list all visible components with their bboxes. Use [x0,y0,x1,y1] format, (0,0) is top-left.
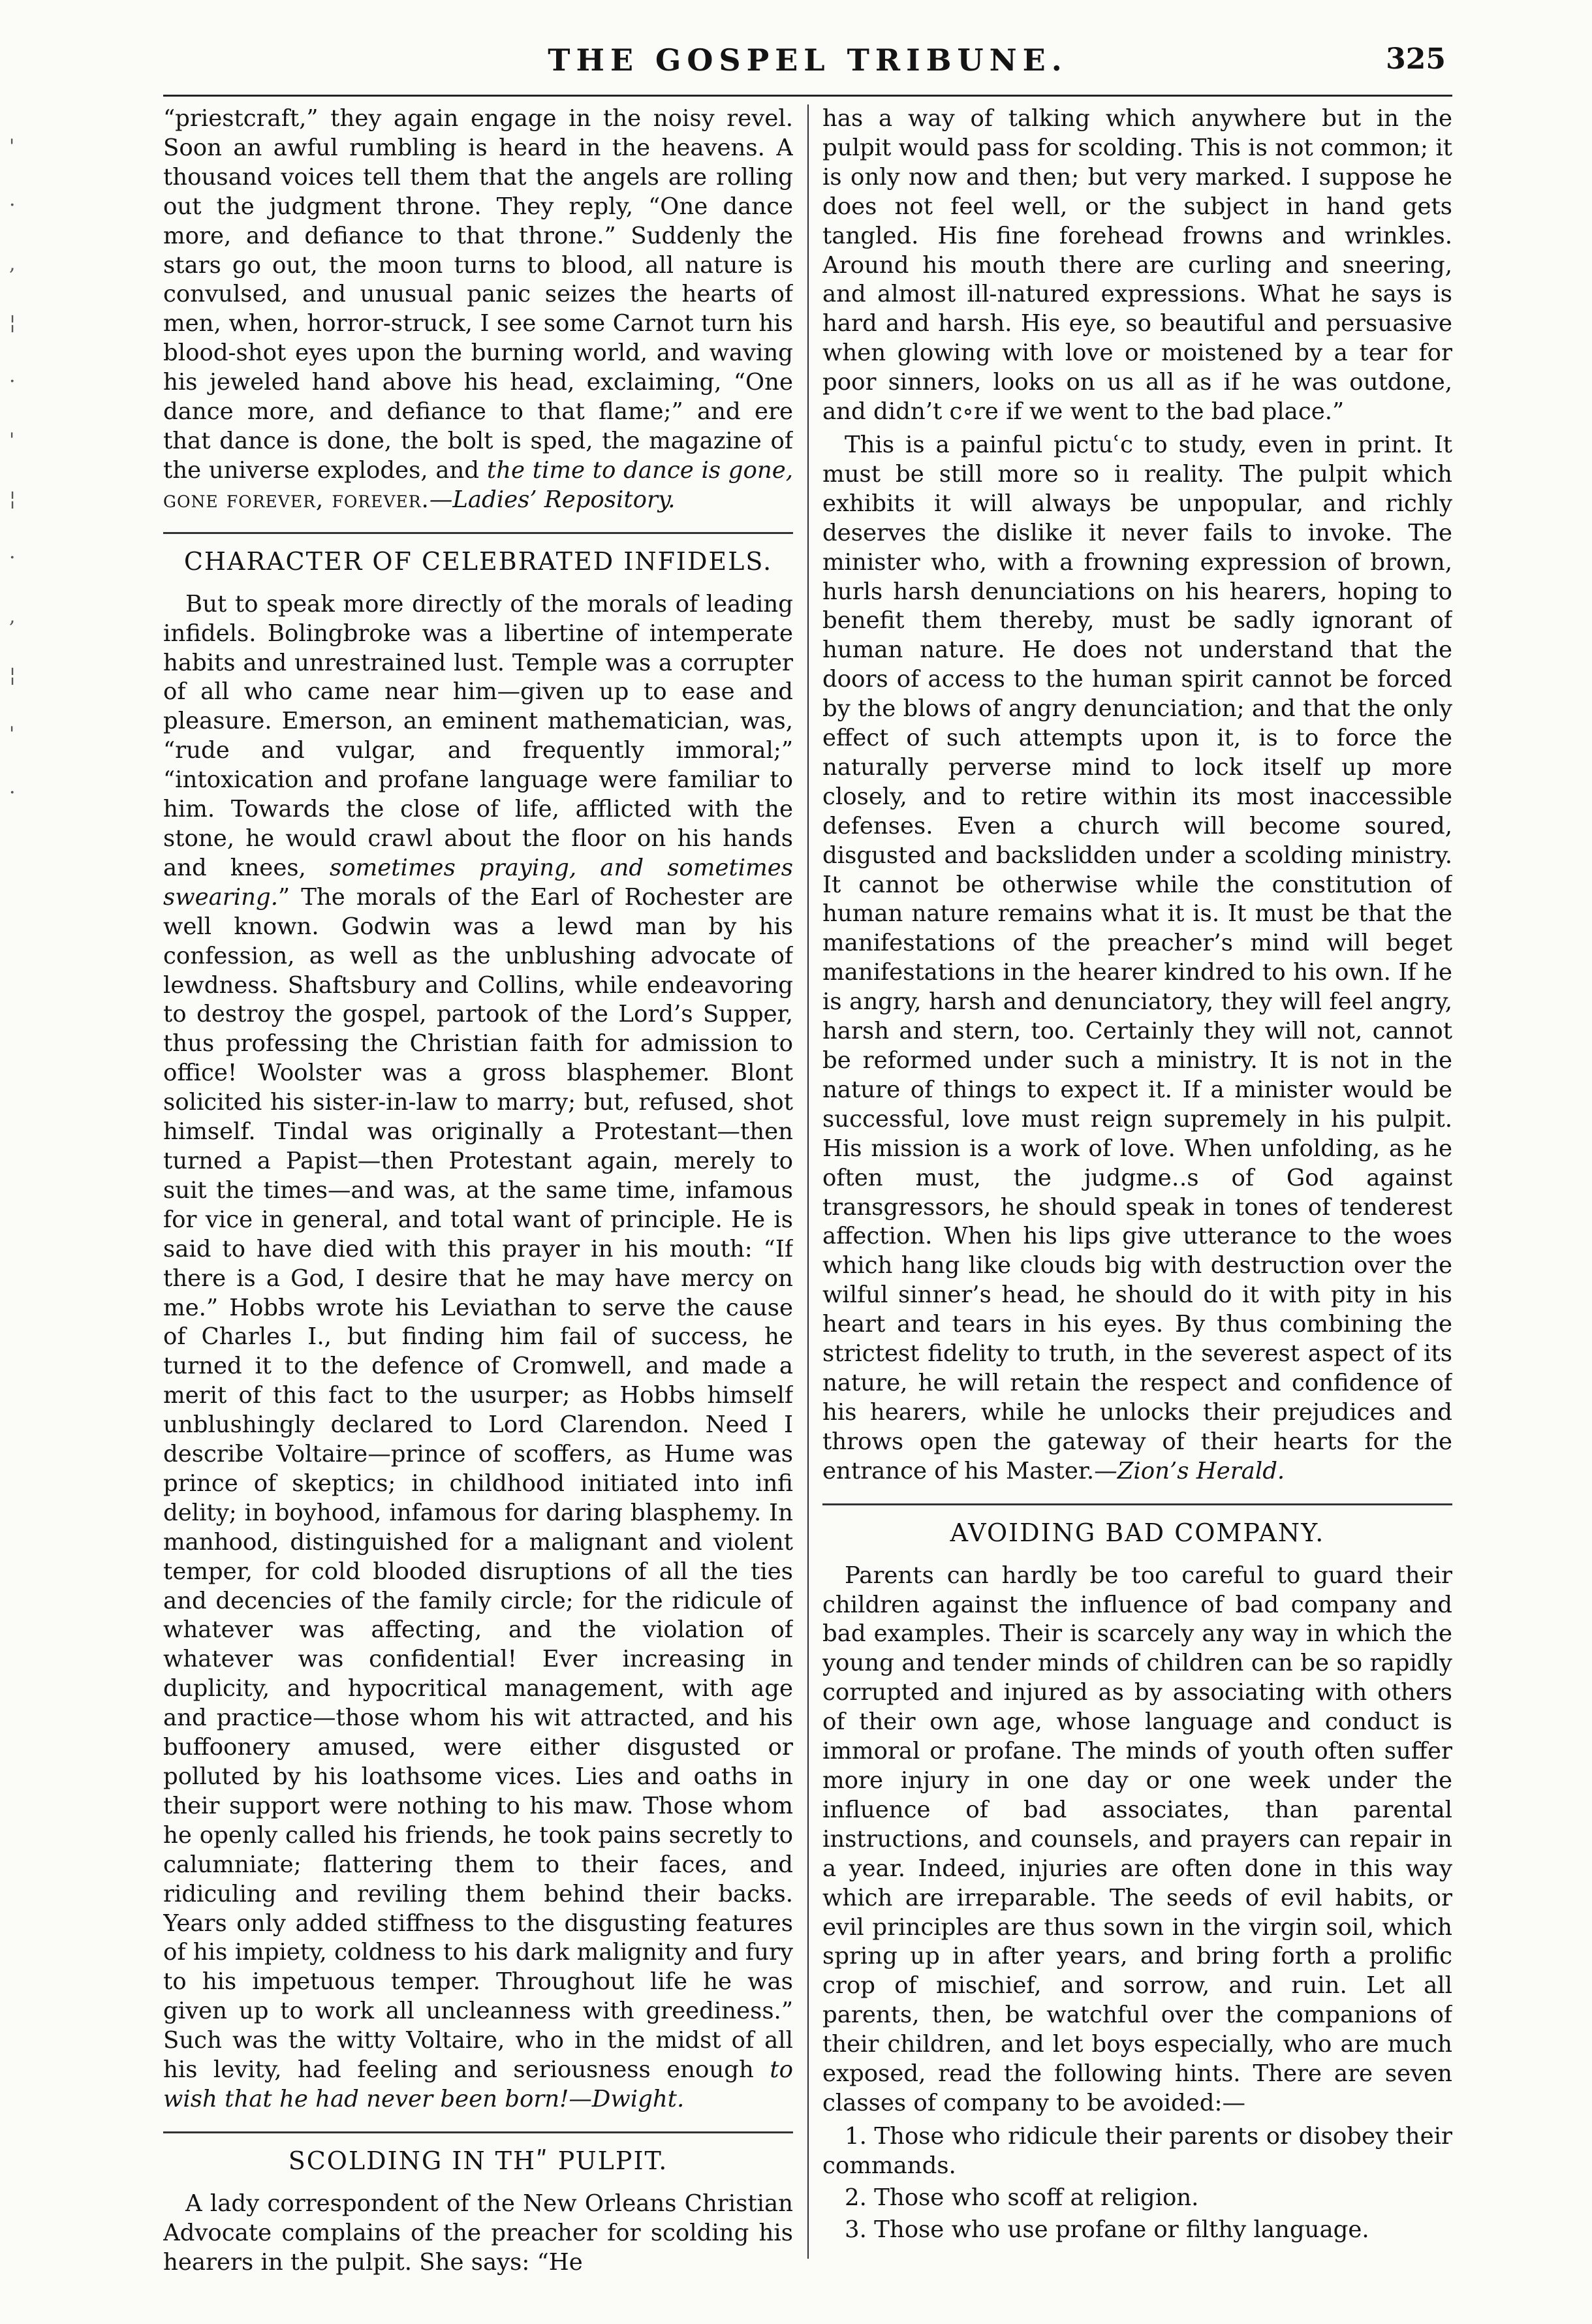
section-rule [163,532,793,534]
infidels-italic-2: to wish that he had never been born!—Dwight. [163,2056,793,2112]
article-body-bad-company: Parents can hardly be too careful to guard their children against the influence of bad company and bad examples. Their is scarcely any way in which the young and tender minds of children can be so rapidly corrupted and injured as by associating with others of their own age, whose language and conduct is immoral or profane. The minds of youth often suffer more injury in one day or one week under the influence of bad associates, than parental instructions, and counsels, and prayers can repair in a year. Indeed, injuries are often done in this way which are irreparable. The seeds of evil habits, or evil principles are thus sown in the virgin soil, which spring up in after years, and bring forth a prolific crop of mischief, and sorrow, and ruin. Let all parents, then, be watchful over the companions of their children, and let boys especially, who are much exposed, read the following hints. There are seven classes of company to be avoided:— [822,1562,1452,2116]
infidels-text-1: But to speak more directly of the morals of leading infidels. Bolingbroke was a libertine of intemperate habits and unrestrained lust. Temple was a corrupter of all who came near him—given up to ease and pleasure. Emerson, an eminent mathematician, was, “rude and vulgar, and frequently immoral;” “intoxication and profane language were familiar to him. Towards the close of life, afflicted with the stone, he would crawl about the floor on his hands and knees, [163,590,793,881]
page-header [163,36,1452,97]
left-column [163,104,793,2278]
scolding-comment [822,431,1452,1486]
article-body-scolding-start: A lady correspondent of the New Orleans Christian Advocate complains of the preacher for scolding his hearers in the pulpit. She says: “He [163,2190,793,2276]
section-rule [163,2131,793,2133]
right-column [822,104,1452,2278]
opening-source: —Ladies’ Repository. [429,486,676,513]
bad-company-list [822,2122,1452,2245]
opening-paragraph [163,104,793,515]
publication-title: THE GOSPEL TRIBUNE. [548,42,1068,78]
column-divider [807,104,809,2259]
scolding-source: —Zion’s Herald. [1094,1457,1285,1484]
opening-text: “priestcraft,” they again engage in the noisy revel. Soon an awful rumbling is heard in the heavens. A thousand voices tell them that the angels are rolling out the judgment throne. They reply, “One dance more, and defiance to that throne.” Suddenly the stars go out, the moon turns to blood, all nature is convulsed, and unusual panic seizes the hearts of men, when, horror-struck, I see some Carnot turn his blood-shot eyes upon the burning world, and waving his jeweled hand above his head, exclaiming, “One dance more, and defiance to that flame;” and ere that dance is done, the bolt is sped, the magazine of the universe explodes, and [163,105,793,484]
scolding-comment-text: This is a painful pictuʿc to study, even in print. It must be still more so iı reality. The pulpit which exhibits it will always be unpopular, and richly deserves the dislike it never fails to invoke. The minister who, with a frowning expression of brown, hurls harsh denunciations on his hearers, hoping to benefit them thereby, must be sadly ignorant of human nature. He does not understand that the doors of access to the human spirit cannot be forced by the blows of angry denunciation; and that the only effect of such attempts upon it, is to force the naturally perverse mind to lock itself up more closely, and to retire within its most inaccessible defenses. Even a church will become soured, disgusted and backslidden under a scolding ministry. It cannot be otherwise while the constitution of human nature remains what it is. It must be that the manifestations of the preacher’s mind will beget manifestations in the hearer kindred to his own. If he is angry, harsh and denunciatory, they will feel angry, harsh and stern, too. Certainly they will not, cannot be reformed under such a ministry. It is not in the nature of things to expect it. If a minister would be successful, love must reign supremely in his pulpit. His mission is a work of love. When unfolding, as he often must, the judgme․․s of God against transgressors, he should speak in tones of tenderest affection. When his lips give utterance to the woes which hang like clouds big with destruction over the wilful sinner’s head, he should do it with pity in his heart and tears in his eyes. By thus combining the strictest fidelity to truth, in the severest aspect of its nature, he will retain the respect and confidence of his hearers, while he unlocks their prejudices and throws open the gateway of their hearts for the entrance of his Master. [822,431,1452,1484]
opening-smallcaps: gone forever, forever. [163,486,429,513]
list-item: 1. Those who ridicule their parents or disobey their commands. [822,2122,1452,2179]
opening-italic: the time to dance is gone, [486,456,793,484]
article-heading-infidels: CHARACTER OF CELEBRATED INFIDELS. [183,546,773,576]
list-item: 3. Those who use profane or filthy language. [845,2216,1369,2243]
article-body-infidels [163,590,793,2114]
article-heading-scolding: SCOLDING IN THʺ PULPIT. [288,2146,668,2175]
article-heading-bad-company: AVOIDING BAD COMPANY. [950,1518,1325,1547]
margin-marks: ' · , ¦ · ' ¦ · , ¦ ' · [9,135,16,804]
infidels-italic-1: sometimes praying, and sometimes swearing. [163,854,793,911]
page-number: 325 [1386,42,1446,76]
list-item: 2. Those who scoff at religion. [845,2184,1199,2211]
scolding-continued: has a way of talking which anywhere but in the pulpit would pass for scolding. This is not common; it is only now and then; but very marked. I suppose he does not feel well, or the subject in hand gets tangled. His fine forehead frowns and wrinkles. Around his mouth there are curling and sneering, and almost ill-natured expressions. What he says is hard and harsh. His eye, so beautiful and persuasive when glowing with love or moistened by a tear for poor sinners, looks on us all as if he was outdone, and didn’t c∘re if we went to the bad place.” [822,105,1452,426]
section-rule [822,1503,1452,1505]
infidels-text-2: ” The morals of the Earl of Rochester are well known. Godwin was a lewd man by his confession, as well as the unblushing advocate of lewdness. Shaftsbury and Collins, while endeavoring to destroy the gospel, partook of the Lord’s Supper, thus professing the Christian faith for admission to office! Woolster was a gross blasphemer. Blont solicited his sister-in-law to marry; but, refused, shot himself. Tindal was originally a Protestant—then turned a Papist—then Protestant again, merely to suit the times—and was, at the same time, infamous for vice in general, and total want of principle. He is said to have died with this prayer in his mouth: “If there is a God, I desire that he may have mercy on me.” Hobbs wrote his Leviathan to serve the cause of Charles I., but finding him fail of success, he turned it to the defence of Cromwell, and made a merit of this fact to the usurper; as Hobbs himself unblushingly declared to Lord Clarendon. Need I describe Voltaire—prince of scoffers, as Hume was prince of skeptics; in childhood initiated into infi delity; in boyhood, infamous for daring blasphemy. In manhood, distinguished for a malignant and violent temper, for cold blooded disruptions of all the ties and decencies of the family circle; for the ridicule of whatever was affecting, and the violation of whatever was confidential! Ever increasing in duplicity, and hypocritical management, with age and practice—those whom his wit attracted, and his buffoonery amused, were either disgusted or polluted by his loathsome vices. Lies and oaths in their support were nothing to his maw. Those whom he openly called his friends, he took pains secretly to calumniate; flattering them to their faces, and ridiculing and reviling them behind their backs. Years only added stiffness to the disgusting features of his impiety, coldness to his dark malignity and fury to his impetuous temper. Throughout life he was given up to work all uncleanness with greediness.” Such was the witty Voltaire, who in the midst of all his levity, had feeling and seriousness enough [163,883,793,2084]
